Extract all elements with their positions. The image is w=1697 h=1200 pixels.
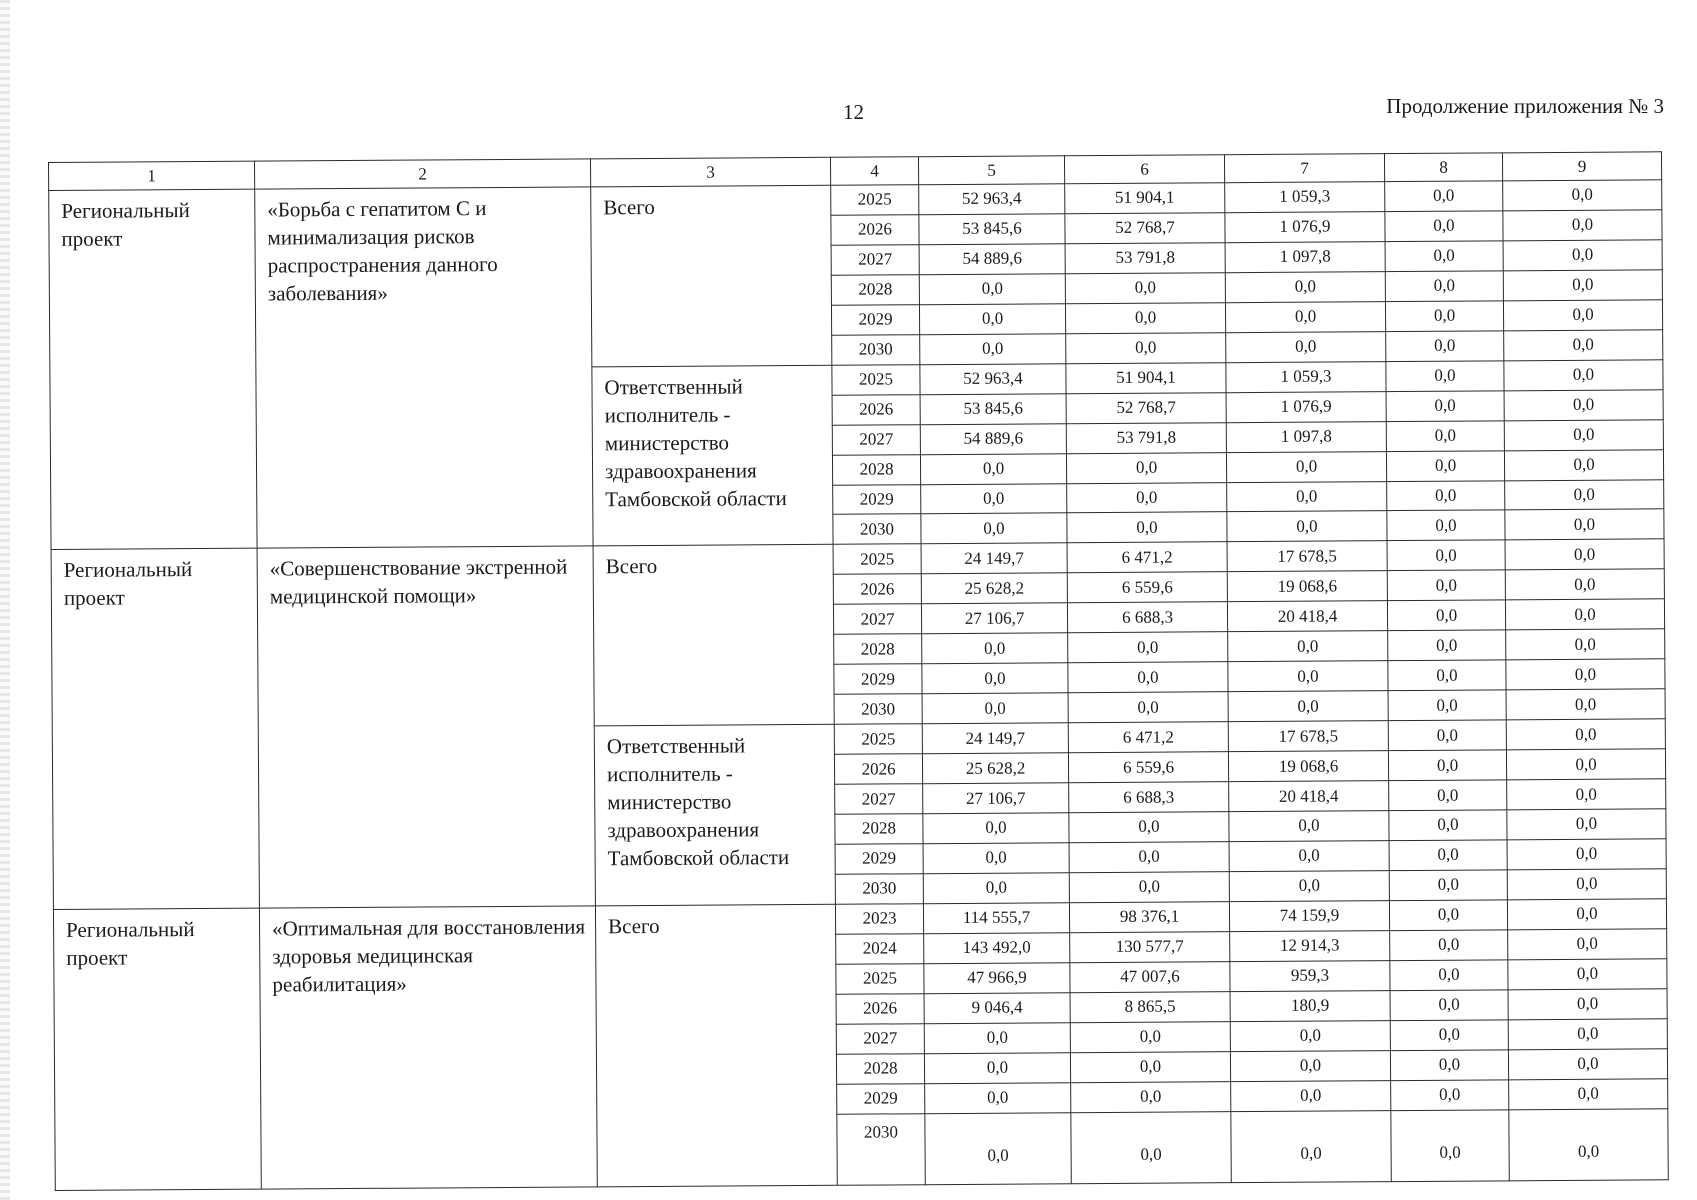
project-type-cell: Региональный проект [51, 549, 259, 910]
amount-cell: 0,0 [1387, 540, 1505, 571]
amount-cell: 0,0 [1391, 1109, 1509, 1181]
amount-cell: 0,0 [1503, 180, 1662, 211]
funding-source-cell: Всего [591, 185, 832, 366]
amount-cell: 959,3 [1230, 960, 1390, 991]
year-cell: 2030 [833, 514, 921, 545]
amount-cell: 8 865,5 [1070, 991, 1230, 1022]
amount-cell: 0,0 [1388, 750, 1506, 781]
amount-cell: 0,0 [1506, 659, 1665, 690]
amount-cell: 0,0 [1227, 511, 1387, 542]
year-cell: 2030 [832, 334, 920, 365]
column-number-header: 7 [1224, 154, 1384, 183]
amount-cell: 180,9 [1230, 990, 1390, 1021]
amount-cell: 143 492,0 [924, 933, 1070, 964]
amount-cell: 0,0 [923, 843, 1069, 874]
year-cell: 2029 [835, 844, 923, 875]
amount-cell: 19 068,6 [1228, 751, 1388, 782]
year-cell: 2029 [834, 664, 922, 695]
amount-cell: 0,0 [1504, 330, 1663, 361]
amount-cell: 17 678,5 [1228, 721, 1388, 752]
amount-cell: 0,0 [1069, 842, 1229, 873]
amount-cell: 6 471,2 [1068, 722, 1228, 753]
amount-cell: 51 904,1 [1066, 362, 1226, 393]
year-cell: 2028 [832, 454, 920, 485]
amount-cell: 1 097,8 [1226, 421, 1386, 452]
amount-cell: 0,0 [921, 513, 1067, 544]
amount-cell: 0,0 [1506, 749, 1665, 780]
amount-cell: 0,0 [1227, 481, 1387, 512]
amount-cell: 1 059,3 [1226, 361, 1386, 392]
amount-cell: 53 791,8 [1065, 243, 1225, 274]
year-cell: 2027 [832, 424, 920, 455]
amount-cell: 0,0 [1507, 839, 1666, 870]
amount-cell: 0,0 [1385, 211, 1503, 242]
amount-cell: 0,0 [1390, 960, 1508, 991]
amount-cell: 0,0 [1507, 809, 1666, 840]
amount-cell: 0,0 [1386, 361, 1504, 392]
project-type-cell: Региональный проект [49, 189, 257, 550]
year-cell: 2025 [833, 544, 921, 575]
amount-cell: 0,0 [1505, 599, 1664, 630]
column-number-header: 5 [918, 156, 1064, 185]
amount-cell: 6 688,3 [1067, 602, 1227, 633]
amount-cell: 0,0 [1068, 692, 1228, 723]
amount-cell: 0,0 [920, 453, 1066, 484]
amount-cell: 52 963,4 [920, 363, 1066, 394]
amount-cell: 0,0 [925, 1112, 1071, 1184]
year-cell: 2023 [835, 904, 923, 935]
amount-cell: 130 577,7 [1070, 932, 1230, 963]
amount-cell: 0,0 [1067, 512, 1227, 543]
amount-cell: 0,0 [1390, 1020, 1508, 1051]
amount-cell: 0,0 [1503, 300, 1662, 331]
amount-cell: 0,0 [1388, 690, 1506, 721]
amount-cell: 0,0 [1507, 899, 1666, 930]
amount-cell: 0,0 [1071, 1081, 1231, 1112]
amount-cell: 53 791,8 [1066, 422, 1226, 453]
amount-cell: 0,0 [1231, 1110, 1391, 1183]
amount-cell: 0,0 [1508, 929, 1667, 960]
year-cell: 2030 [837, 1113, 925, 1185]
amount-cell: 47 966,9 [924, 963, 1070, 994]
amount-cell: 1 076,9 [1226, 391, 1386, 422]
amount-cell: 0,0 [1386, 420, 1504, 451]
year-cell: 2027 [836, 1023, 924, 1054]
amount-cell: 6 559,6 [1068, 752, 1228, 783]
amount-cell: 0,0 [1390, 990, 1508, 1021]
amount-cell: 0,0 [1386, 391, 1504, 422]
amount-cell: 0,0 [922, 633, 1068, 664]
amount-cell: 0,0 [1070, 1051, 1230, 1082]
amount-cell: 0,0 [1507, 869, 1666, 900]
amount-cell: 0,0 [921, 483, 1067, 514]
amount-cell: 0,0 [1509, 1108, 1668, 1181]
amount-cell: 0,0 [1509, 1078, 1668, 1109]
appendix-continuation-note: Продолжение приложения № 3 [1386, 94, 1664, 118]
year-cell: 2025 [834, 724, 922, 755]
amount-cell: 24 149,7 [922, 723, 1068, 754]
amount-cell: 0,0 [1506, 719, 1665, 750]
amount-cell: 0,0 [1387, 480, 1505, 511]
amount-cell: 0,0 [1066, 332, 1226, 363]
column-number-header: 2 [254, 159, 590, 189]
amount-cell: 0,0 [1070, 1021, 1230, 1052]
year-cell: 2030 [835, 874, 923, 905]
year-cell: 2028 [831, 275, 919, 306]
amount-cell: 17 678,5 [1227, 541, 1387, 572]
amount-cell: 0,0 [1228, 661, 1388, 692]
amount-cell: 24 149,7 [921, 543, 1067, 574]
amount-cell: 0,0 [1504, 389, 1663, 420]
amount-cell: 0,0 [1508, 1018, 1667, 1049]
amount-cell: 0,0 [1387, 570, 1505, 601]
amount-cell: 54 889,6 [919, 244, 1065, 275]
amount-cell: 74 159,9 [1229, 900, 1389, 931]
amount-cell: 0,0 [1229, 841, 1389, 872]
amount-cell: 0,0 [1067, 482, 1227, 513]
amount-cell: 0,0 [1506, 689, 1665, 720]
year-cell: 2026 [833, 574, 921, 605]
column-number-header: 9 [1502, 152, 1661, 181]
year-cell: 2029 [831, 305, 919, 336]
amount-cell: 0,0 [1387, 510, 1505, 541]
amount-cell: 12 914,3 [1230, 930, 1390, 961]
year-cell: 2027 [831, 245, 919, 276]
page-number: 12 [843, 100, 864, 124]
amount-cell: 0,0 [923, 873, 1069, 904]
amount-cell: 0,0 [1505, 479, 1664, 510]
year-cell: 2028 [836, 1053, 924, 1084]
amount-cell: 0,0 [924, 1052, 1070, 1083]
column-number-header: 1 [49, 161, 255, 190]
amount-cell: 0,0 [1503, 270, 1662, 301]
amount-cell: 0,0 [1229, 871, 1389, 902]
amount-cell: 0,0 [1385, 181, 1503, 212]
amount-cell: 0,0 [1508, 959, 1667, 990]
amount-cell: 0,0 [1506, 629, 1665, 660]
amount-cell: 0,0 [1386, 331, 1504, 362]
amount-cell: 53 845,6 [920, 393, 1066, 424]
amount-cell: 6 559,6 [1067, 572, 1227, 603]
year-cell: 2026 [832, 394, 920, 425]
amount-cell: 0,0 [1065, 273, 1225, 304]
amount-cell: 0,0 [1388, 720, 1506, 751]
amount-cell: 0,0 [924, 1022, 1070, 1053]
amount-cell: 0,0 [1387, 600, 1505, 631]
amount-cell: 0,0 [1225, 271, 1385, 302]
amount-cell: 0,0 [922, 663, 1068, 694]
amount-cell: 54 889,6 [920, 423, 1066, 454]
amount-cell: 98 376,1 [1069, 902, 1229, 933]
amount-cell: 0,0 [1069, 872, 1229, 903]
amount-cell: 0,0 [1508, 1048, 1667, 1079]
funding-source-cell: Всего [593, 545, 834, 726]
year-cell: 2030 [834, 694, 922, 725]
amount-cell: 52 768,7 [1065, 213, 1225, 244]
year-cell: 2028 [834, 634, 922, 665]
amount-cell: 0,0 [1503, 210, 1662, 241]
amount-cell: 0,0 [1504, 360, 1663, 391]
amount-cell: 0,0 [1389, 900, 1507, 931]
amount-cell: 0,0 [1389, 870, 1507, 901]
amount-cell: 0,0 [1385, 241, 1503, 272]
year-cell: 2026 [836, 993, 924, 1024]
year-cell: 2029 [837, 1083, 925, 1114]
year-cell: 2025 [831, 185, 919, 216]
scan-edge [0, 0, 10, 1200]
year-cell: 2028 [835, 814, 923, 845]
amount-cell: 0,0 [1389, 810, 1507, 841]
amount-cell: 0,0 [919, 274, 1065, 305]
project-type-cell: Региональный проект [53, 908, 261, 1190]
amount-cell: 0,0 [1385, 301, 1503, 332]
amount-cell: 0,0 [1505, 569, 1664, 600]
year-cell: 2025 [836, 963, 924, 994]
amount-cell: 25 628,2 [922, 753, 1068, 784]
amount-cell: 19 068,6 [1227, 571, 1387, 602]
column-number-header: 3 [590, 157, 830, 187]
column-number-header: 6 [1064, 155, 1224, 184]
column-number-header: 4 [830, 157, 918, 186]
year-cell: 2026 [831, 215, 919, 246]
amount-cell: 51 904,1 [1065, 183, 1225, 214]
amount-cell: 0,0 [923, 813, 1069, 844]
table-body [49, 180, 1669, 1191]
year-cell: 2024 [836, 934, 924, 965]
amount-cell: 0,0 [1225, 301, 1385, 332]
amount-cell: 0,0 [922, 693, 1068, 724]
amount-cell: 0,0 [1069, 812, 1229, 843]
amount-cell: 0,0 [1229, 811, 1389, 842]
amount-cell: 0,0 [1226, 331, 1386, 362]
amount-cell: 0,0 [1505, 539, 1664, 570]
amount-cell: 0,0 [1503, 240, 1662, 271]
amount-cell: 0,0 [1231, 1080, 1391, 1111]
amount-cell: 0,0 [1389, 780, 1507, 811]
amount-cell: 0,0 [1505, 509, 1664, 540]
project-name-cell: «Оптимальная для восстановления здоровья медицинская реабилитация» [259, 906, 597, 1189]
amount-cell: 0,0 [1504, 449, 1663, 480]
amount-cell: 25 628,2 [921, 573, 1067, 604]
amount-cell: 0,0 [1226, 451, 1386, 482]
amount-cell: 0,0 [1391, 1079, 1509, 1110]
amount-cell: 0,0 [919, 304, 1065, 335]
amount-cell: 6 471,2 [1067, 542, 1227, 573]
amount-cell: 0,0 [1504, 419, 1663, 450]
amount-cell: 1 097,8 [1225, 242, 1385, 273]
amount-cell: 0,0 [1066, 452, 1226, 483]
amount-cell: 114 555,7 [923, 903, 1069, 934]
amount-cell: 0,0 [1068, 662, 1228, 693]
amount-cell: 53 845,6 [919, 214, 1065, 245]
amount-cell: 0,0 [1065, 303, 1225, 334]
amount-cell: 0,0 [1390, 1049, 1508, 1080]
amount-cell: 0,0 [920, 334, 1066, 365]
amount-cell: 0,0 [1388, 660, 1506, 691]
year-cell: 2027 [835, 784, 923, 815]
amount-cell: 0,0 [1388, 630, 1506, 661]
amount-cell: 6 688,3 [1069, 782, 1229, 813]
amount-cell: 0,0 [1230, 1020, 1390, 1051]
amount-cell: 0,0 [1228, 631, 1388, 662]
amount-cell: 0,0 [1390, 930, 1508, 961]
amount-cell: 52 963,4 [919, 184, 1065, 215]
amount-cell: 0,0 [1230, 1050, 1390, 1081]
year-cell: 2029 [833, 484, 921, 515]
funding-source-cell: Всего [595, 904, 837, 1187]
amount-cell: 47 007,6 [1070, 961, 1230, 992]
amount-cell: 0,0 [1386, 450, 1504, 481]
amount-cell: 20 418,4 [1227, 601, 1387, 632]
project-name-cell: «Борьба с гепатитом С и минимализация рисков распространения данного заболевания» [255, 187, 593, 549]
column-number-header: 8 [1384, 153, 1502, 182]
amount-cell: 1 059,3 [1225, 182, 1385, 213]
amount-cell: 0,0 [1507, 779, 1666, 810]
funding-source-cell: Ответственный исполнитель - министерство здравоохранения Тамбовской области [594, 724, 835, 905]
amount-cell: 52 768,7 [1066, 392, 1226, 423]
amount-cell: 9 046,4 [924, 992, 1070, 1023]
amount-cell: 0,0 [1508, 989, 1667, 1020]
amount-cell: 0,0 [1385, 271, 1503, 302]
amount-cell: 0,0 [1228, 691, 1388, 722]
amount-cell: 27 106,7 [921, 603, 1067, 634]
year-cell: 2025 [832, 364, 920, 395]
budget-table [48, 151, 1669, 1191]
year-cell: 2026 [834, 754, 922, 785]
amount-cell: 20 418,4 [1229, 781, 1389, 812]
amount-cell: 1 076,9 [1225, 212, 1385, 243]
funding-source-cell: Ответственный исполнитель - министерство здравоохранения Тамбовской области [592, 365, 833, 546]
amount-cell: 0,0 [1068, 632, 1228, 663]
amount-cell: 0,0 [1389, 840, 1507, 871]
amount-cell: 0,0 [1071, 1111, 1231, 1184]
amount-cell: 0,0 [925, 1082, 1071, 1113]
amount-cell: 27 106,7 [923, 783, 1069, 814]
year-cell: 2027 [833, 604, 921, 635]
project-name-cell: «Совершенствование экстренной медицинской помощи» [257, 546, 595, 908]
